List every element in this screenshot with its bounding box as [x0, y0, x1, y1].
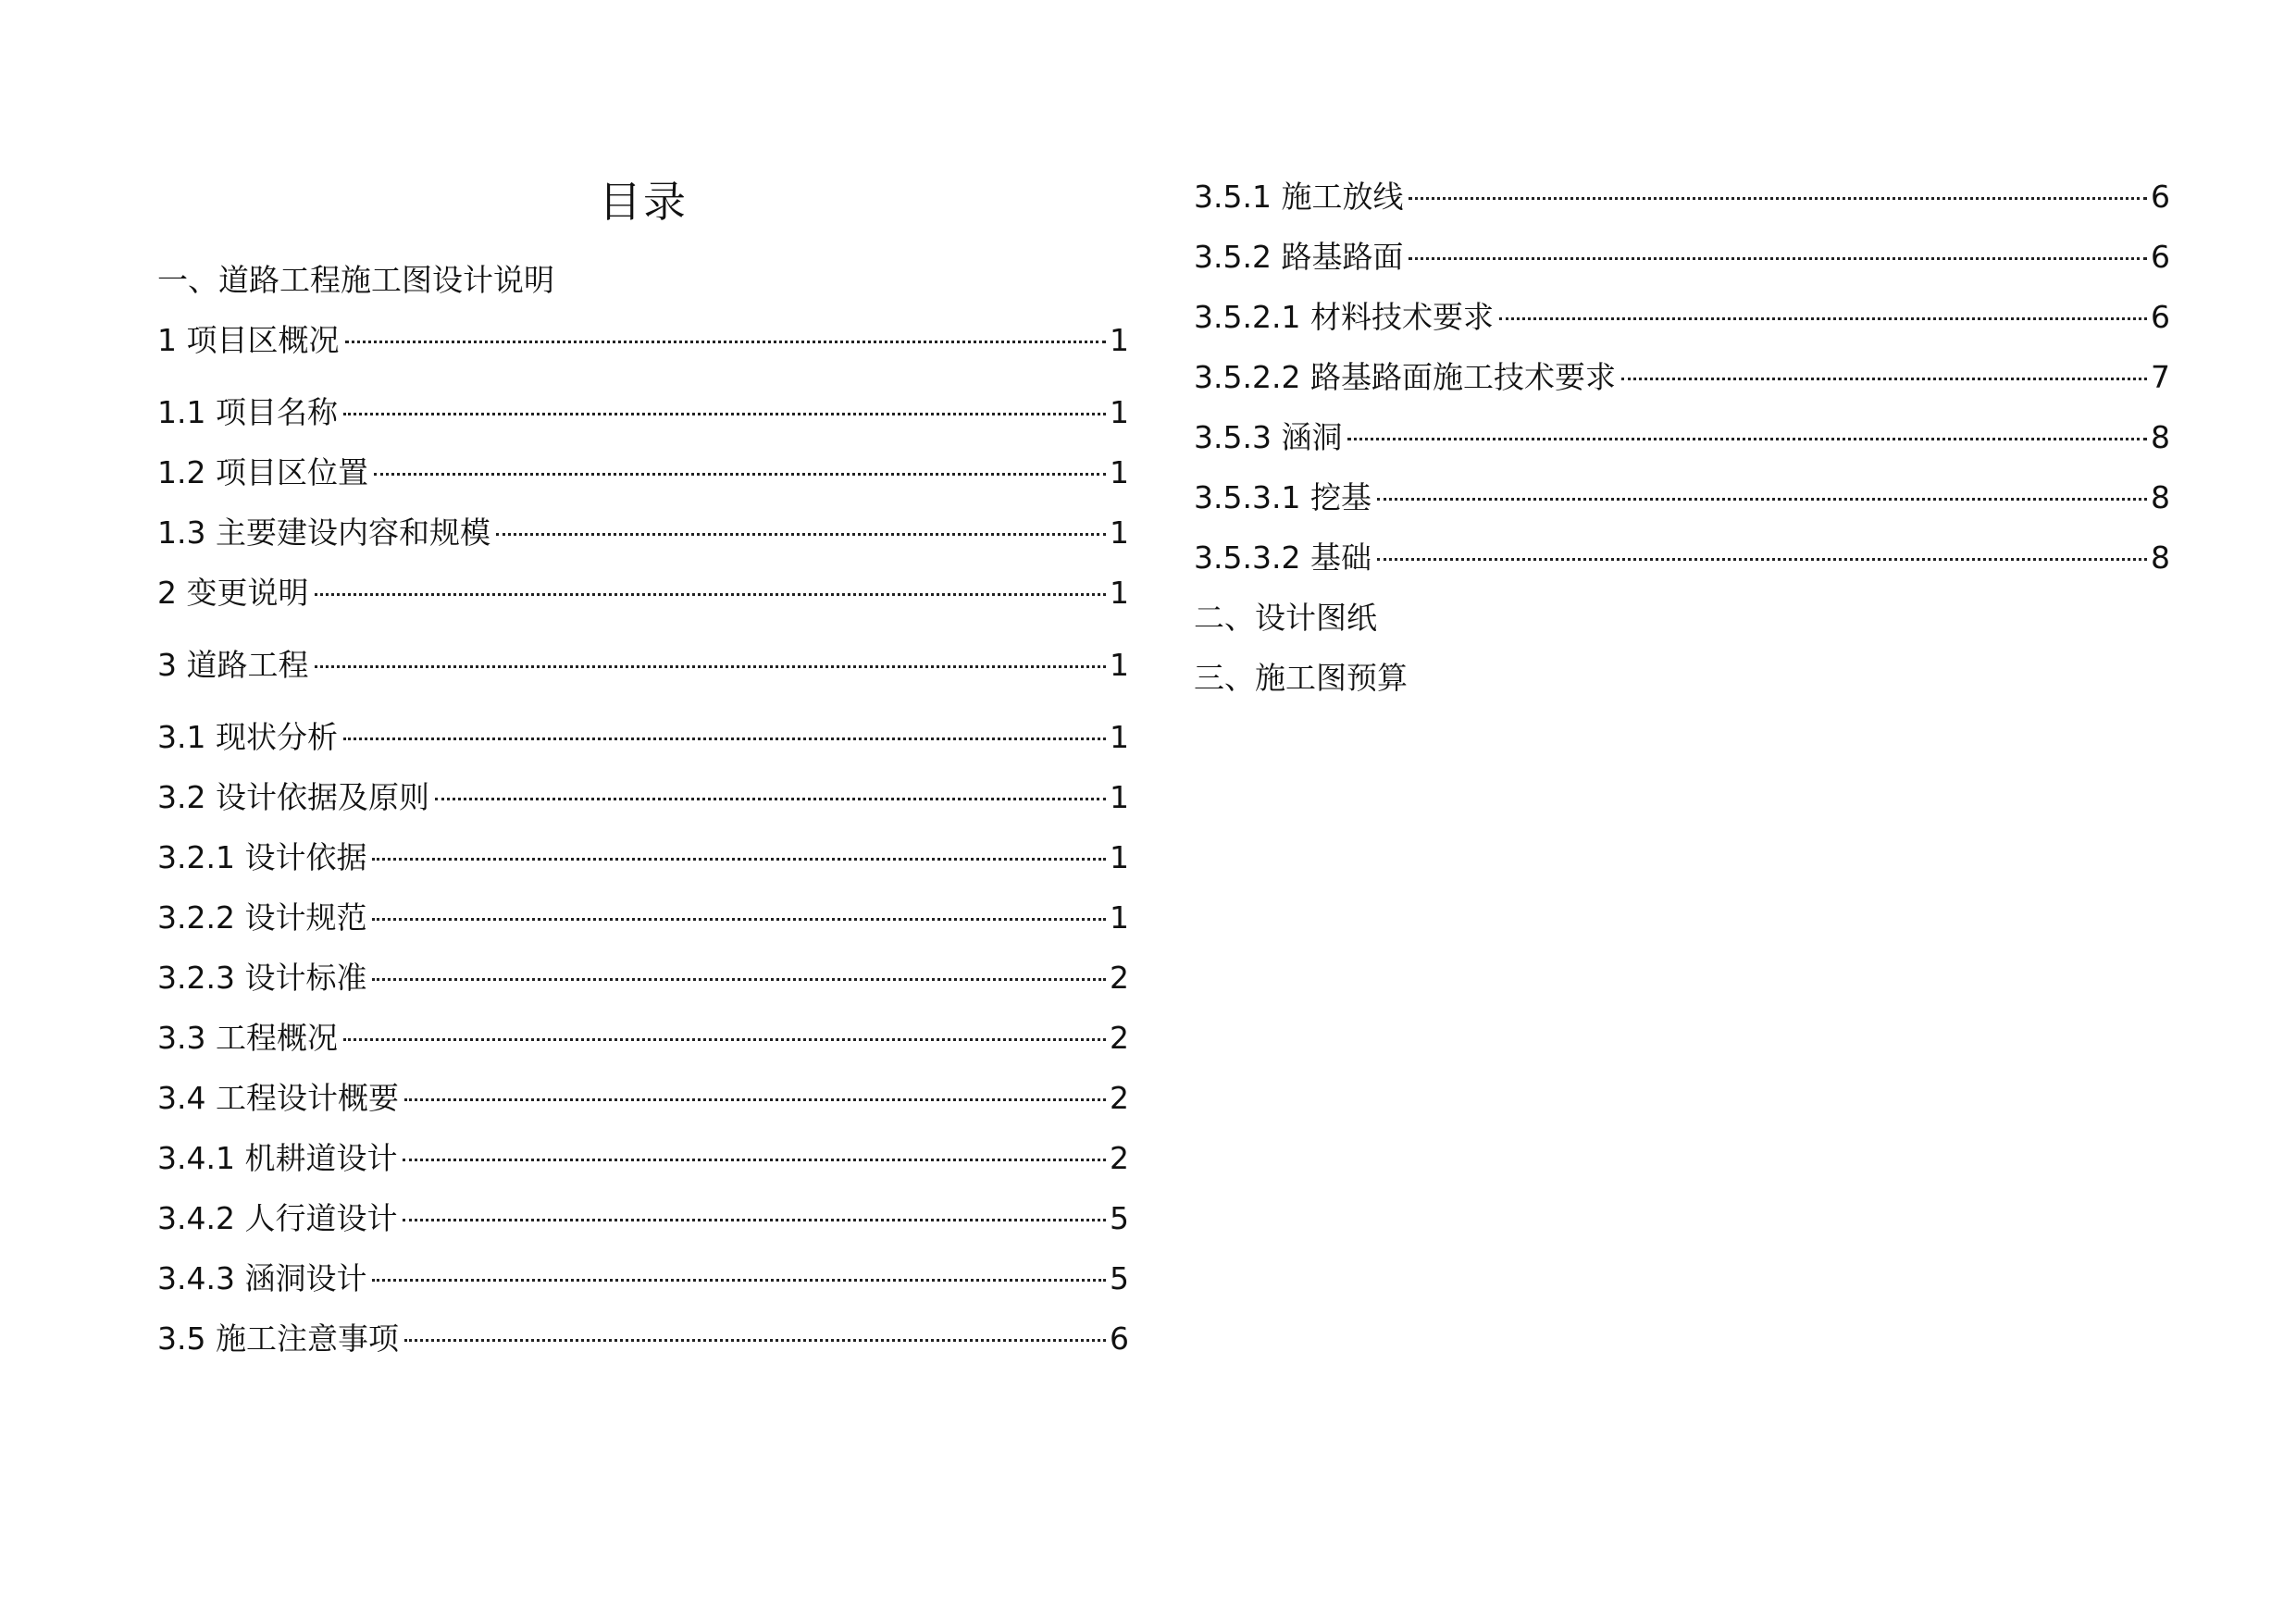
toc-leader-dots: [1409, 197, 2147, 200]
toc-entry-page: 8: [2151, 419, 2170, 455]
toc-leader-dots: [343, 413, 1106, 415]
toc-entry-label: 3.2.2 设计规范: [157, 899, 367, 936]
toc-entry-page: 1: [1110, 647, 1129, 683]
toc-entry-label: 3.3 工程概况: [157, 1020, 338, 1056]
toc-entry-page: 7: [2151, 359, 2170, 395]
toc-entry-label: 3.2.3 设计标准: [157, 960, 367, 996]
toc-entry-label: 3 道路工程: [157, 647, 309, 683]
toc-entry-page: 2: [1110, 960, 1129, 996]
toc-entry-label: 3.5.3.1 挖基: [1194, 479, 1371, 515]
toc-entry-page: 5: [1110, 1260, 1129, 1296]
toc-leader-dots: [343, 1038, 1106, 1041]
toc-entry-page: 5: [1110, 1200, 1129, 1236]
toc-entry[interactable]: [157, 1128, 1129, 1188]
toc-entry[interactable]: [1194, 167, 2170, 227]
toc-leader-dots: [1377, 498, 2147, 501]
toc-entry-page: 2: [1110, 1080, 1129, 1116]
toc-entry[interactable]: [157, 310, 1129, 370]
toc-leader-dots: [496, 533, 1106, 536]
toc-entry-page: 1: [1110, 899, 1129, 936]
toc-leader-dots: [1409, 257, 2147, 260]
toc-entry-label: 2 变更说明: [157, 575, 309, 611]
toc-entry-page: 6: [2151, 299, 2170, 335]
toc-entry-page: 1: [1110, 514, 1129, 551]
toc-entry-page: 6: [2151, 179, 2170, 215]
toc-entry-label: 1 项目区概况: [157, 322, 340, 358]
toc-heading-part1: 一、道路工程施工图设计说明: [157, 262, 554, 298]
toc-entry[interactable]: [157, 442, 1129, 502]
toc-leader-dots: [374, 473, 1106, 476]
toc-leader-dots: [403, 1219, 1106, 1221]
toc-entry[interactable]: [1194, 227, 2170, 287]
toc-entry[interactable]: [1194, 527, 2170, 588]
toc-entry[interactable]: [157, 887, 1129, 948]
toc-entry[interactable]: [157, 1248, 1129, 1308]
toc-entry[interactable]: [157, 1308, 1129, 1369]
toc-entry-page: 1: [1110, 454, 1129, 490]
toc-entry-page: 1: [1110, 394, 1129, 430]
toc-entry[interactable]: [157, 1008, 1129, 1068]
toc-entry-label: 3.2 设计依据及原则: [157, 779, 429, 815]
toc-right-column: [1194, 167, 2170, 708]
toc-leader-dots: [372, 978, 1106, 981]
toc-entry-label: 3.2.1 设计依据: [157, 839, 367, 875]
toc-title: 目录: [599, 177, 688, 227]
toc-entry-label: 3.5.3 涵洞: [1194, 419, 1343, 455]
toc-entry[interactable]: [157, 1188, 1129, 1248]
toc-leader-dots: [435, 798, 1106, 800]
toc-entry-page: 1: [1110, 719, 1129, 755]
toc-entry-label: 3.5.3.2 基础: [1194, 539, 1371, 576]
toc-entry-label: 3.5.2.2 路基路面施工技术要求: [1194, 359, 1616, 395]
toc-leader-dots: [403, 1159, 1106, 1161]
toc-entry-page: 1: [1110, 575, 1129, 611]
toc-leader-dots: [372, 858, 1106, 861]
toc-entry[interactable]: [1194, 347, 2170, 407]
toc-entry-label: 3.4.1 机耕道设计: [157, 1140, 398, 1176]
toc-entry[interactable]: [157, 707, 1129, 767]
toc-entry-page: 1: [1110, 322, 1129, 358]
toc-entry-label: 1.2 项目区位置: [157, 454, 368, 490]
toc-left-column: [157, 176, 1129, 1369]
toc-entry[interactable]: [157, 827, 1129, 887]
toc-entry-label: 3.5.2.1 材料技术要求: [1194, 299, 1494, 335]
toc-leader-dots: [345, 341, 1107, 343]
toc-leader-dots: [343, 738, 1106, 740]
toc-entry-page: 1: [1110, 779, 1129, 815]
toc-leader-dots: [404, 1339, 1106, 1342]
toc-entry[interactable]: [157, 1068, 1129, 1128]
toc-leader-dots: [1499, 317, 2147, 320]
toc-entry[interactable]: [1194, 407, 2170, 467]
toc-entry[interactable]: [1194, 467, 2170, 527]
toc-leader-dots: [315, 665, 1107, 668]
toc-entry-page: 8: [2151, 539, 2170, 576]
toc-entry[interactable]: [157, 635, 1129, 695]
toc-leader-dots: [372, 918, 1106, 921]
toc-entry-label: 1.1 项目名称: [157, 394, 338, 430]
toc-entry[interactable]: [157, 563, 1129, 623]
toc-entry-label: 3.5.1 施工放线: [1194, 179, 1404, 215]
toc-entry-label: 1.3 主要建设内容和规模: [157, 514, 490, 551]
toc-entry-label: 3.5 施工注意事项: [157, 1320, 399, 1357]
toc-entry-label: 3.5.2 路基路面: [1194, 239, 1404, 275]
toc-entry-page: 1: [1110, 839, 1129, 875]
toc-entry[interactable]: [157, 502, 1129, 563]
toc-entry[interactable]: [157, 948, 1129, 1008]
toc-leader-dots: [404, 1098, 1106, 1101]
toc-entry-label: 3.4.3 涵洞设计: [157, 1260, 367, 1296]
toc-entry-page: 8: [2151, 479, 2170, 515]
toc-entry[interactable]: [157, 767, 1129, 827]
toc-entry[interactable]: [157, 382, 1129, 442]
toc-entry[interactable]: [1194, 287, 2170, 347]
toc-leader-dots: [1347, 438, 2147, 440]
toc-entry-label: 3.4 工程设计概要: [157, 1080, 399, 1116]
toc-leader-dots: [372, 1279, 1106, 1282]
toc-entry-page: 6: [2151, 239, 2170, 275]
toc-heading-part2: 二、设计图纸: [1194, 600, 1377, 636]
toc-entry-label: 3.4.2 人行道设计: [157, 1200, 398, 1236]
toc-leader-dots: [1621, 378, 2147, 380]
toc-entry-label: 3.1 现状分析: [157, 719, 338, 755]
toc-leader-dots: [1377, 558, 2147, 561]
toc-entry-page: 2: [1110, 1020, 1129, 1056]
toc-heading-part3: 三、施工图预算: [1194, 660, 1408, 696]
toc-entry-page: 6: [1110, 1320, 1129, 1357]
toc-entry-page: 2: [1110, 1140, 1129, 1176]
toc-leader-dots: [315, 593, 1107, 596]
